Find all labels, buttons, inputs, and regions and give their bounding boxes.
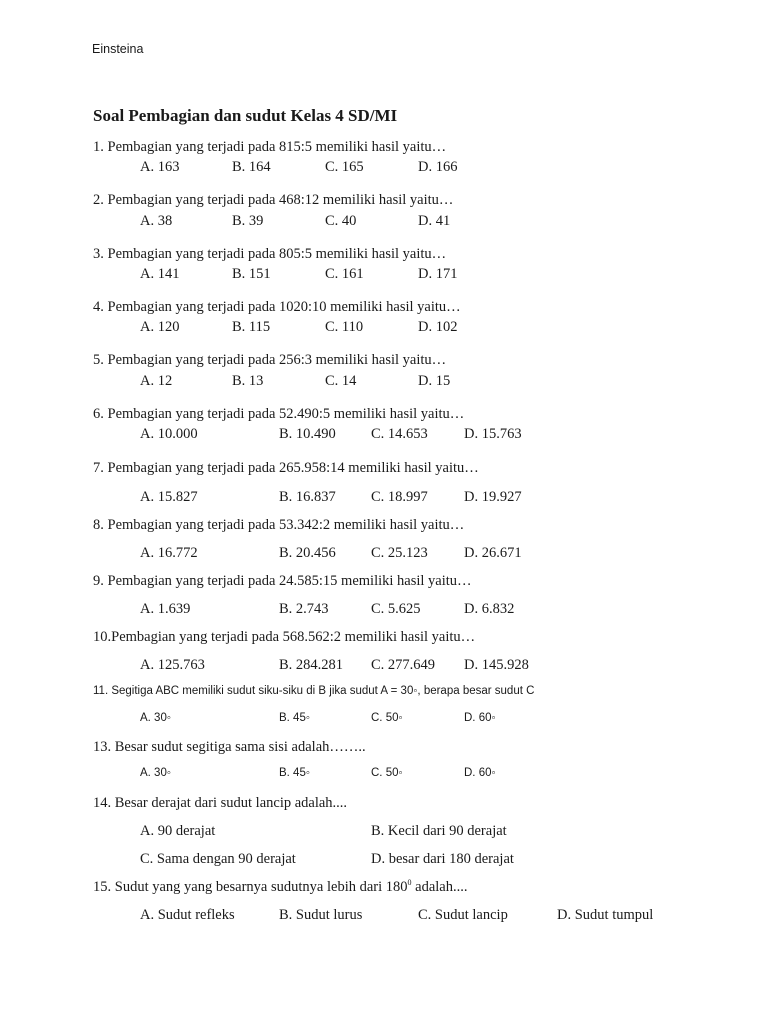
q15-option-a: A. Sudut refleks	[140, 907, 235, 923]
q13-option-c: C. 50◦	[371, 767, 403, 779]
question-11: 11. Segitiga ABC memiliki sudut siku-siku di B jika sudut A = 30◦, berapa besar sudut C	[93, 685, 535, 697]
q8-option-c: C. 25.123	[371, 545, 428, 561]
q9-option-b: B. 2.743	[279, 601, 329, 617]
question-15-text: 15. Sudut yang yang besarnya sudutnya lebih dari 180	[93, 879, 408, 895]
q10-option-b: B. 284.281	[279, 657, 344, 673]
q4-option-a: A. 120	[140, 319, 180, 335]
q1-option-b: B. 164	[232, 159, 271, 175]
q9-option-d: D. 6.832	[464, 601, 515, 617]
q10-option-d: D. 145.928	[464, 657, 529, 673]
question-7: 7. Pembagian yang terjadi pada 265.958:14 memiliki hasil yaitu…	[93, 460, 479, 476]
q5-option-b: B. 13	[232, 373, 264, 389]
q4-option-b: B. 115	[232, 319, 271, 335]
question-13: 13. Besar sudut segitiga sama sisi adalah……..	[93, 739, 366, 755]
q5-option-a: A. 12	[140, 373, 173, 389]
q1-option-c: C. 165	[325, 159, 364, 175]
q10-option-a: A. 125.763	[140, 657, 205, 673]
q9-option-c: C. 5.625	[371, 601, 421, 617]
q8-option-b: B. 20.456	[279, 545, 336, 561]
q2-option-b: B. 39	[232, 213, 264, 229]
q7-option-a: A. 15.827	[140, 489, 198, 505]
q10-option-c: C. 277.649	[371, 657, 436, 673]
q5-option-d: D. 15	[418, 373, 451, 389]
q9-option-a: A. 1.639	[140, 601, 191, 617]
q13-option-d: D. 60◦	[464, 767, 496, 779]
question-15	[93, 879, 467, 896]
q1-option-a: A. 163	[140, 159, 180, 175]
question-5: 5. Pembagian yang terjadi pada 256:3 memiliki hasil yaitu…	[93, 352, 447, 368]
question-14: 14. Besar derajat dari sudut lancip adalah....	[93, 795, 348, 811]
q2-option-a: A. 38	[140, 213, 173, 229]
q6-option-a: A. 10.000	[140, 426, 198, 442]
question-1: 1. Pembagian yang terjadi pada 815:5 memiliki hasil yaitu…	[93, 139, 447, 155]
q6-option-b: B. 10.490	[279, 426, 336, 442]
q4-option-c: C. 110	[325, 319, 364, 335]
q11-option-b: B. 45◦	[279, 712, 310, 724]
q13-option-b: B. 45◦	[279, 767, 310, 779]
q15-option-d: D. Sudut tumpul	[557, 907, 654, 923]
question-15-text-end: adalah....	[411, 879, 468, 895]
q11-option-d: D. 60◦	[464, 712, 496, 724]
question-9: 9. Pembagian yang terjadi pada 24.585:15 memiliki hasil yaitu…	[93, 573, 472, 589]
q3-option-a: A. 141	[140, 266, 180, 282]
q1-option-d: D. 166	[418, 159, 458, 175]
q7-option-b: B. 16.837	[279, 489, 336, 505]
q2-option-d: D. 41	[418, 213, 451, 229]
author-name: Einsteina	[92, 42, 144, 56]
q3-option-c: C. 161	[325, 266, 364, 282]
question-6: 6. Pembagian yang terjadi pada 52.490:5 memiliki hasil yaitu…	[93, 406, 465, 422]
question-8: 8. Pembagian yang terjadi pada 53.342:2 memiliki hasil yaitu…	[93, 517, 465, 533]
q3-option-b: B. 151	[232, 266, 271, 282]
q14-option-d: D. besar dari 180 derajat	[371, 851, 514, 867]
degree-superscript: 0	[407, 878, 412, 887]
q7-option-d: D. 19.927	[464, 489, 522, 505]
question-2: 2. Pembagian yang terjadi pada 468:12 memiliki hasil yaitu…	[93, 192, 454, 208]
q14-option-c: C. Sama dengan 90 derajat	[140, 851, 296, 867]
question-10: 10.Pembagian yang terjadi pada 568.562:2 memiliki hasil yaitu…	[93, 629, 476, 645]
q6-option-c: C. 14.653	[371, 426, 428, 442]
q2-option-c: C. 40	[325, 213, 357, 229]
q3-option-d: D. 171	[418, 266, 458, 282]
q7-option-c: C. 18.997	[371, 489, 428, 505]
q5-option-c: C. 14	[325, 373, 357, 389]
page-title: Soal Pembagian dan sudut Kelas 4 SD/MI	[93, 106, 398, 125]
q8-option-d: D. 26.671	[464, 545, 522, 561]
q6-option-d: D. 15.763	[464, 426, 522, 442]
q4-option-d: D. 102	[418, 319, 458, 335]
q14-option-a: A. 90 derajat	[140, 823, 216, 839]
q11-option-a: A. 30◦	[140, 712, 171, 724]
question-3: 3. Pembagian yang terjadi pada 805:5 memiliki hasil yaitu…	[93, 246, 447, 262]
q11-option-c: C. 50◦	[371, 712, 403, 724]
q14-option-b: B. Kecil dari 90 derajat	[371, 823, 507, 839]
q15-option-b: B. Sudut lurus	[279, 907, 363, 923]
q15-option-c: C. Sudut lancip	[418, 907, 508, 923]
q13-option-a: A. 30◦	[140, 767, 171, 779]
q8-option-a: A. 16.772	[140, 545, 198, 561]
question-4: 4. Pembagian yang terjadi pada 1020:10 memiliki hasil yaitu…	[93, 299, 461, 315]
